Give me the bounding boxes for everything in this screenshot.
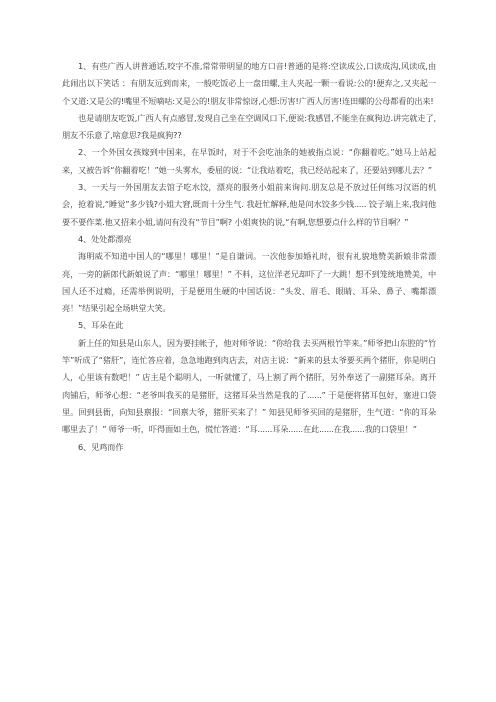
paragraph-5: 海明威不知道中国人的“哪里！哪里！”是自谦词。一次他参加婚礼时，很有礼貌地赞美新娘非常漂亮，一旁的新郎代新娘说了声：“哪里！哪里！” 不料，这位洋老兄却吓了一大跳！想不到笼统地赞美，中国人还不过瘾，还需举例说明，于是便用生硬的中国话说：“头发、眉毛、眼睛、耳朵、鼻子、嘴都漂亮！”结果引起全场哄堂大笑。 xyxy=(62,251,436,314)
section-heading-6: 6、见鸡而作 xyxy=(78,441,124,452)
section-heading-4: 4、处处都漂亮 xyxy=(78,233,132,244)
paragraph-1: 1、有些广西人讲普通话,咬字不准,常常带明显的地方口音!普通的是将:空读成公,口读成沟,风读成,由此闹出以下笑话 ：有朋友远到而来，一般吃饭必上一盘田螺,主人夹起一颗一看说:公的!便弃之,又夹起一个又道:又是公的!嘴里不短嘀咕:又是公的!朋友非常惊讶,心想:厉害!广西人厉害!连田螺的公母都看的出来! xyxy=(62,61,436,106)
document-body xyxy=(62,58,436,456)
paragraph-4: 3、一天与一外国朋友去馆子吃水饺，漂亮的服务小姐前来询问.朋友总是不放过任何练习汉语的机会，抢着说,“睡觉”多少钱?小姐大窘,既而十分生气. 我赶忙解释,他是问水饺多少钱..... 饺子端上来,我问他要不要作菜.他又招来小姐,请问有没有“节目”啊? 小姐爽快的说,“有啊,您想要点什么样的节目啊？” xyxy=(62,182,436,227)
section-heading-5: 5、耳朵在此 xyxy=(78,320,124,331)
paragraph-2: 也是请朋友吃饭,广西人有点感冒,发现自己坐在空调风口下,便说:我感冒,不能坐在疯狗边.讲完就走了,朋友不乐意了,啥意思?我是疯狗?? xyxy=(62,112,436,141)
paragraph-3: 2、一个外国女孩嫁到中国来，在早饭时，对于不会吃油条的她被指点说：“你翻着吃。”她马上站起来，又被告诉“你翻着吃！”她一头雾水，委屈的说：“让我站着吃，我已经站起来了，还要站到哪儿去？” xyxy=(62,147,436,175)
paragraph-6: 新上任的知县是山东人，因为要挂帐子，他对师爷说：“你给我 去买两根竹竿来。”师爷把山东腔的“竹竿”听成了“猪肝”，连忙答应着，急急地跑到肉店去，对店主说：“新来的县太爷要买两个猪肝，你是明白人，心里该有数吧！” 店主是个聪明人，一听就懂了，马上割了两个猪肝，另外奉送了一副猪耳朵。离开肉铺后，师爷心想：“老爷叫我买的是猪肝，这猪耳朵当然是我的了......” 于是便将猪耳包好，塞进口袋里。回到县衙，向知县禀报：“回禀大爷，猪肝买来了！” 知县见师爷买回的是猪肝，生气道：“你的耳朵哪里去了！” 师爷一听，吓得面如土色，慌忙答道：“耳......耳朵......在此......在我......我的口袋里！” xyxy=(62,337,436,435)
